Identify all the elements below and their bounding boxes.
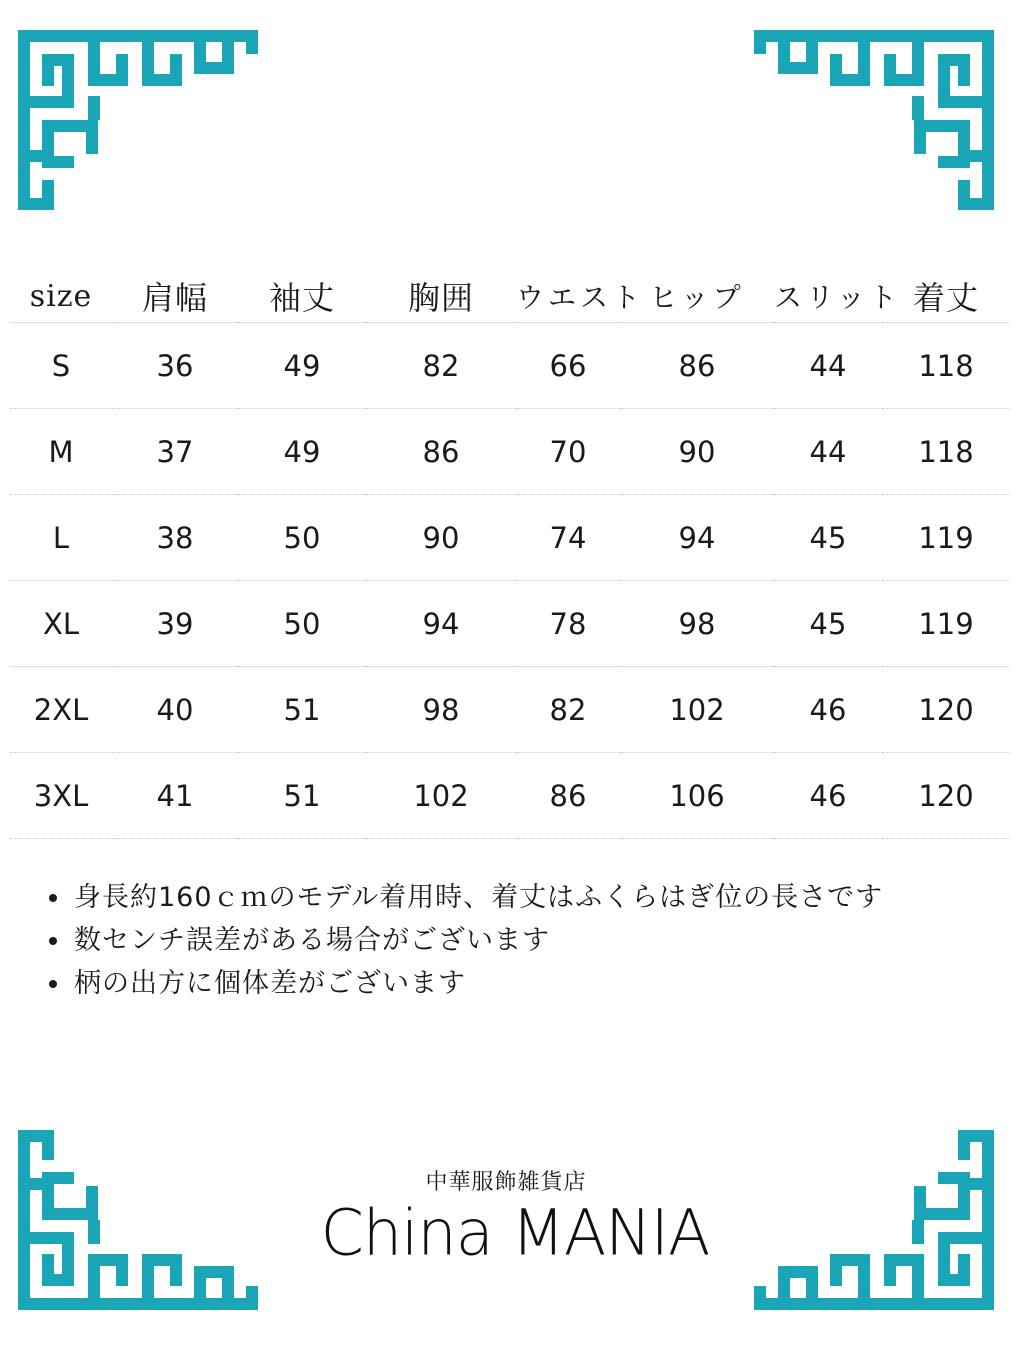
table-cell: 106 (620, 753, 774, 839)
corner-ornament-top-right-icon (754, 30, 994, 210)
table-cell: 86 (516, 753, 620, 839)
table-cell: 44 (774, 409, 882, 495)
table-cell: 41 (112, 753, 238, 839)
table-cell: 39 (112, 581, 238, 667)
table-cell: 2XL (10, 667, 112, 753)
table-cell: 118 (882, 323, 1010, 409)
table-cell: 44 (774, 323, 882, 409)
table-cell: 98 (366, 667, 516, 753)
header-size: size (10, 270, 112, 323)
table-cell: 49 (238, 409, 366, 495)
table-cell: 37 (112, 409, 238, 495)
table-cell: 102 (366, 753, 516, 839)
table-cell: 119 (882, 581, 1010, 667)
table-cell: 102 (620, 667, 774, 753)
table-cell: 74 (516, 495, 620, 581)
table-cell: 45 (774, 495, 882, 581)
table-cell: 98 (620, 581, 774, 667)
table-cell: 38 (112, 495, 238, 581)
table-cell: 49 (238, 323, 366, 409)
table-cell: 94 (366, 581, 516, 667)
table-cell: 82 (366, 323, 516, 409)
table-cell: 90 (366, 495, 516, 581)
table-cell: 50 (238, 581, 366, 667)
table-row (10, 581, 1010, 667)
table-cell: 86 (366, 409, 516, 495)
brand-subtitle: 中華服飾雑貨店 (425, 1170, 587, 1195)
table-cell: 40 (112, 667, 238, 753)
list-item: • 柄の出方に個体差がございます (72, 962, 883, 1005)
table-cell: XL (10, 581, 112, 667)
table-row (10, 667, 1010, 753)
header-sleeve-length: 袖丈 (238, 270, 366, 323)
header-slit: スリット (774, 270, 882, 323)
table-cell: L (10, 495, 112, 581)
table-cell: 78 (516, 581, 620, 667)
table-cell: 70 (516, 409, 620, 495)
size-chart-table (10, 270, 1010, 839)
table-cell: 3XL (10, 753, 112, 839)
table-cell: 118 (882, 409, 1010, 495)
table-cell: 82 (516, 667, 620, 753)
notes-list (30, 876, 883, 1005)
table-row (10, 323, 1010, 409)
header-hip: ヒップ (620, 270, 774, 323)
table-cell: 46 (774, 753, 882, 839)
corner-ornament-top-left-icon (18, 30, 258, 210)
table-cell: 86 (620, 323, 774, 409)
table-cell: 36 (112, 323, 238, 409)
table-row (10, 753, 1010, 839)
header-bust: 胸囲 (366, 270, 516, 323)
table-cell: M (10, 409, 112, 495)
table-cell: 66 (516, 323, 620, 409)
table-cell: 94 (620, 495, 774, 581)
table-cell: 50 (238, 495, 366, 581)
table-cell: 51 (238, 753, 366, 839)
list-item: • 数センチ誤差がある場合がございます (72, 919, 883, 962)
table-cell: 45 (774, 581, 882, 667)
table-cell: S (10, 323, 112, 409)
table-cell: 51 (238, 667, 366, 753)
table-cell: 46 (774, 667, 882, 753)
table-cell: 119 (882, 495, 1010, 581)
table-row (10, 495, 1010, 581)
size-chart-header-row (10, 270, 1010, 323)
table-cell: 120 (882, 667, 1010, 753)
header-length: 着丈 (882, 270, 1010, 323)
header-waist: ウエスト (516, 270, 620, 323)
brand-logo-text: China MANIA (320, 1195, 710, 1270)
table-cell: 120 (882, 753, 1010, 839)
table-cell: 90 (620, 409, 774, 495)
header-shoulder-width: 肩幅 (112, 270, 238, 323)
table-row (10, 409, 1010, 495)
list-item: • 身長約160ｃｍのモデル着用時、着丈はふくらはぎ位の長さです (72, 876, 883, 919)
